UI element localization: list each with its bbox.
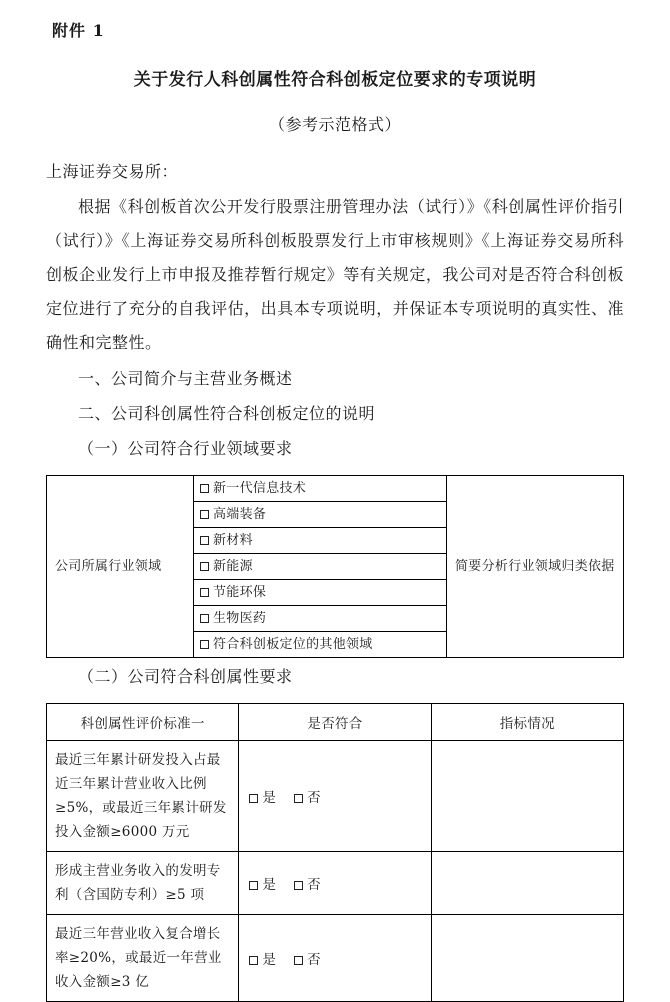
indicator-value[interactable]	[431, 741, 623, 852]
criteria-header-indicator: 指标情况	[431, 704, 623, 741]
section-heading-2: 二、公司科创属性符合科创板定位的说明	[78, 404, 376, 423]
industry-option-7[interactable]	[194, 632, 447, 658]
compliance-yes-label: 是	[262, 790, 277, 806]
industry-option-6[interactable]	[194, 606, 447, 632]
industry-field-table	[46, 475, 624, 658]
intro-paragraph: 根据《科创板首次公开发行股票注册管理办法（试行）》《科创属性评价指引（试行）》《上海证券交易所科创板股票发行上市审核规则》《上海证券交易所科创板企业发行上市申报及推荐暂行规定》等有关规定，我公司对是否符合科创板定位进行了充分的自我评估，出具本专项说明，并保证本专项说明的真实性、准确性和完整性。	[46, 197, 624, 352]
compliance-no-label: 否	[307, 952, 321, 968]
industry-option-label: 新一代信息技术	[213, 481, 307, 496]
compliance-checkboxes[interactable]	[239, 741, 431, 852]
industry-option-label: 高端装备	[213, 507, 267, 522]
industry-option-5[interactable]	[194, 580, 447, 606]
indicator-value[interactable]	[431, 852, 623, 915]
criteria-header-standard: 科创属性评价标准一	[47, 704, 239, 741]
salutation: 上海证券交易所：	[46, 162, 179, 181]
criteria-header-compliance: 是否符合	[239, 704, 431, 741]
industry-note: 简要分析行业领域归类依据	[447, 476, 624, 658]
document-subtitle: （参考示范格式）	[268, 115, 401, 134]
criteria-table	[46, 703, 624, 1002]
table-row	[47, 476, 624, 502]
compliance-no-label: 否	[307, 790, 321, 806]
industry-option-label: 生物医药	[213, 611, 267, 626]
document-title: 关于发行人科创属性符合科创板定位要求的专项说明	[133, 70, 537, 90]
section-heading-1: 一、公司简介与主营业务概述	[78, 369, 293, 388]
table-row	[47, 852, 624, 915]
checkbox-icon[interactable]	[294, 956, 303, 965]
checkbox-icon[interactable]	[200, 640, 209, 649]
subsection-heading-1: （一）公司符合行业领域要求	[78, 439, 293, 458]
checkbox-icon[interactable]	[200, 562, 209, 571]
compliance-no-label: 否	[307, 877, 321, 893]
subsection-heading-2: （二）公司符合科创属性要求	[78, 667, 293, 686]
industry-option-4[interactable]	[194, 554, 447, 580]
checkbox-icon[interactable]	[294, 794, 303, 803]
compliance-checkboxes[interactable]	[239, 852, 431, 915]
checkbox-icon[interactable]	[249, 881, 258, 890]
checkbox-icon[interactable]	[249, 794, 258, 803]
industry-option-label: 符合科创板定位的其他领域	[213, 637, 373, 652]
checkbox-icon[interactable]	[200, 614, 209, 623]
checkbox-icon[interactable]	[200, 484, 209, 493]
industry-option-label: 节能环保	[213, 585, 267, 600]
checkbox-icon[interactable]	[294, 881, 303, 890]
checkbox-icon[interactable]	[200, 536, 209, 545]
attachment-label: 附件 1	[52, 21, 105, 40]
checkbox-icon[interactable]	[200, 510, 209, 519]
industry-option-label: 新能源	[213, 559, 253, 574]
industry-category-label: 公司所属行业领域	[47, 476, 194, 658]
table-header-row	[47, 704, 624, 741]
table-row	[47, 741, 624, 852]
checkbox-icon[interactable]	[200, 588, 209, 597]
compliance-yes-label: 是	[262, 877, 277, 893]
checkbox-icon[interactable]	[249, 956, 258, 965]
criterion-text: 最近三年营业收入复合增长率≥20%，或最近一年营业收入金额≥3 亿	[47, 915, 239, 1002]
industry-option-label: 新材料	[213, 533, 253, 548]
compliance-yes-label: 是	[262, 952, 277, 968]
industry-option-3[interactable]	[194, 528, 447, 554]
criterion-text: 形成主营业务收入的发明专利（含国防专利）≥5 项	[47, 852, 239, 915]
industry-option-2[interactable]	[194, 502, 447, 528]
criterion-text: 最近三年累计研发投入占最近三年累计营业收入比例≥5%，或最近三年累计研发投入金额≥6000 万元	[47, 741, 239, 852]
industry-option-1[interactable]	[194, 476, 447, 502]
